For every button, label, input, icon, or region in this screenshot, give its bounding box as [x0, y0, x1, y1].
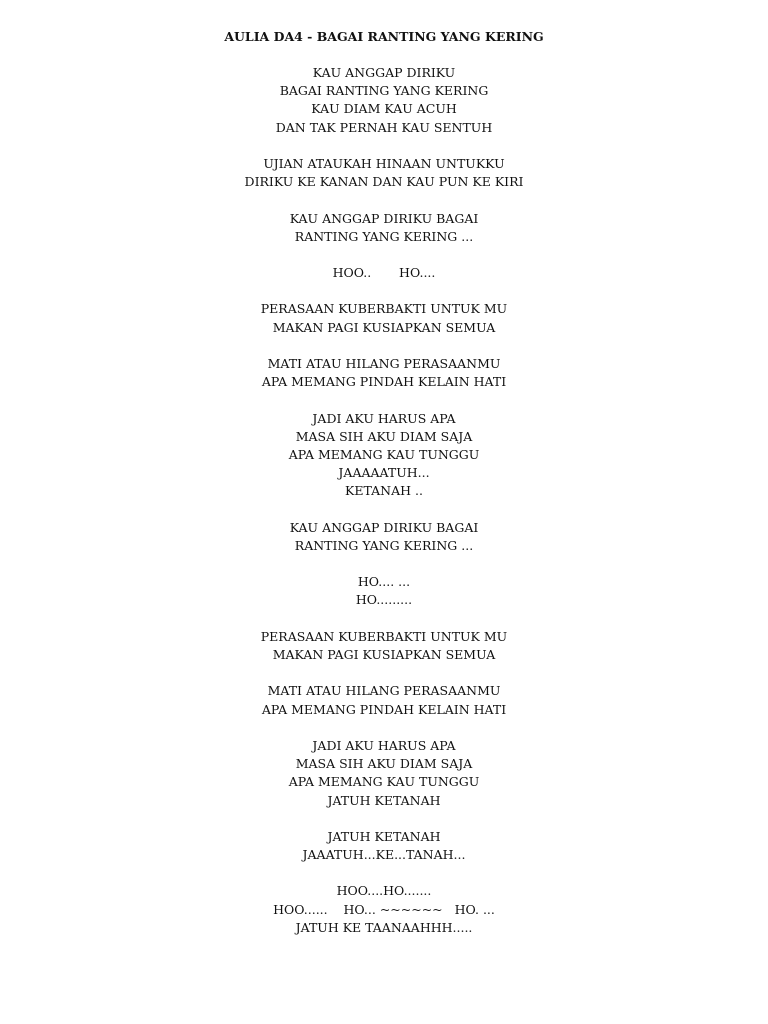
lyric-line: JATUH KE TAANAAHHH.....	[295, 919, 473, 935]
lyric-line: JAAATUH...KE...TANAH...	[302, 847, 466, 863]
lyric-line: KAU ANGGAP DIRIKU	[312, 65, 456, 80]
lyric-line: MASA SIH AKU DIAM SAJA	[295, 428, 473, 444]
lyric-line: JADI AKU HARUS APA	[312, 410, 456, 426]
lyric-line: APA MEMANG KAU TUNGGU	[288, 446, 480, 462]
lyric-line: HOO....HO.......	[336, 883, 432, 899]
lyric-line: RANTING YANG KERING ...	[294, 228, 474, 244]
lyric-line: KETANAH ..	[345, 483, 423, 499]
lyric-line: APA MEMANG PINDAH KELAIN HATI	[261, 374, 507, 390]
lyric-stanza	[0, 882, 768, 937]
lyric-stanza	[0, 682, 768, 718]
lyric-line: JAAAAATUH...	[338, 465, 430, 481]
lyric-stanza	[0, 628, 768, 664]
lyric-line: DAN TAK PERNAH KAU SENTUH	[275, 119, 493, 135]
lyric-stanza	[0, 355, 768, 391]
lyric-line: HO.... ...	[357, 574, 411, 590]
lyric-line: MATI ATAU HILANG PERASAANMU	[267, 356, 501, 371]
lyric-stanza	[0, 264, 768, 282]
lyric-line: HOO...... HO... ~~~~~~ HO. ...	[273, 901, 495, 917]
lyric-line: PERASAAN KUBERBAKTI UNTUK MU	[260, 628, 508, 644]
lyric-line: KAU DIAM KAU ACUH	[311, 101, 457, 117]
lyric-line: DIRIKU KE KANAN DAN KAU PUN KE KIRI	[244, 174, 524, 190]
lyric-line: JADI AKU HARUS APA	[312, 737, 456, 753]
lyric-stanza	[0, 410, 768, 501]
lyric-line: KAU ANGGAP DIRIKU BAGAI	[289, 519, 479, 535]
lyric-line: KAU ANGGAP DIRIKU BAGAI	[289, 210, 479, 226]
lyric-line: BAGAI RANTING YANG KERING	[279, 83, 489, 99]
lyric-line: PERASAAN KUBERBAKTI UNTUK MU	[260, 301, 508, 317]
lyric-line: MATI ATAU HILANG PERASAANMU	[267, 683, 501, 699]
lyric-stanza	[0, 64, 768, 137]
lyric-stanza	[0, 300, 768, 336]
lyric-stanza	[0, 210, 768, 246]
lyric-stanza	[0, 828, 768, 864]
lyric-line: RANTING YANG KERING ...	[294, 537, 474, 553]
lyric-line: MAKAN PAGI KUSIAPKAN SEMUA	[272, 647, 496, 662]
lyric-stanza	[0, 573, 768, 609]
lyric-stanza	[0, 155, 768, 191]
lyric-line: JATUH KETANAH	[327, 828, 441, 844]
lyric-line: JATUH KETANAH	[327, 792, 441, 808]
lyric-line: MASA SIH AKU DIAM SAJA	[295, 756, 473, 772]
lyric-line: UJIAN ATAUKAH HINAAN UNTUKKU	[263, 155, 505, 171]
lyric-line: HO.........	[355, 592, 413, 608]
lyric-line: APA MEMANG KAU TUNGGU	[288, 774, 480, 790]
lyric-stanza	[0, 519, 768, 555]
lyric-stanza	[0, 737, 768, 810]
lyric-line: APA MEMANG PINDAH KELAIN HATI	[261, 701, 507, 717]
document-title: AULIA DA4 - BAGAI RANTING YANG KERING	[224, 29, 544, 44]
lyrics-body	[0, 64, 768, 955]
lyric-line: HOO.. HO....	[332, 265, 436, 281]
lyric-line: MAKAN PAGI KUSIAPKAN SEMUA	[272, 319, 496, 335]
